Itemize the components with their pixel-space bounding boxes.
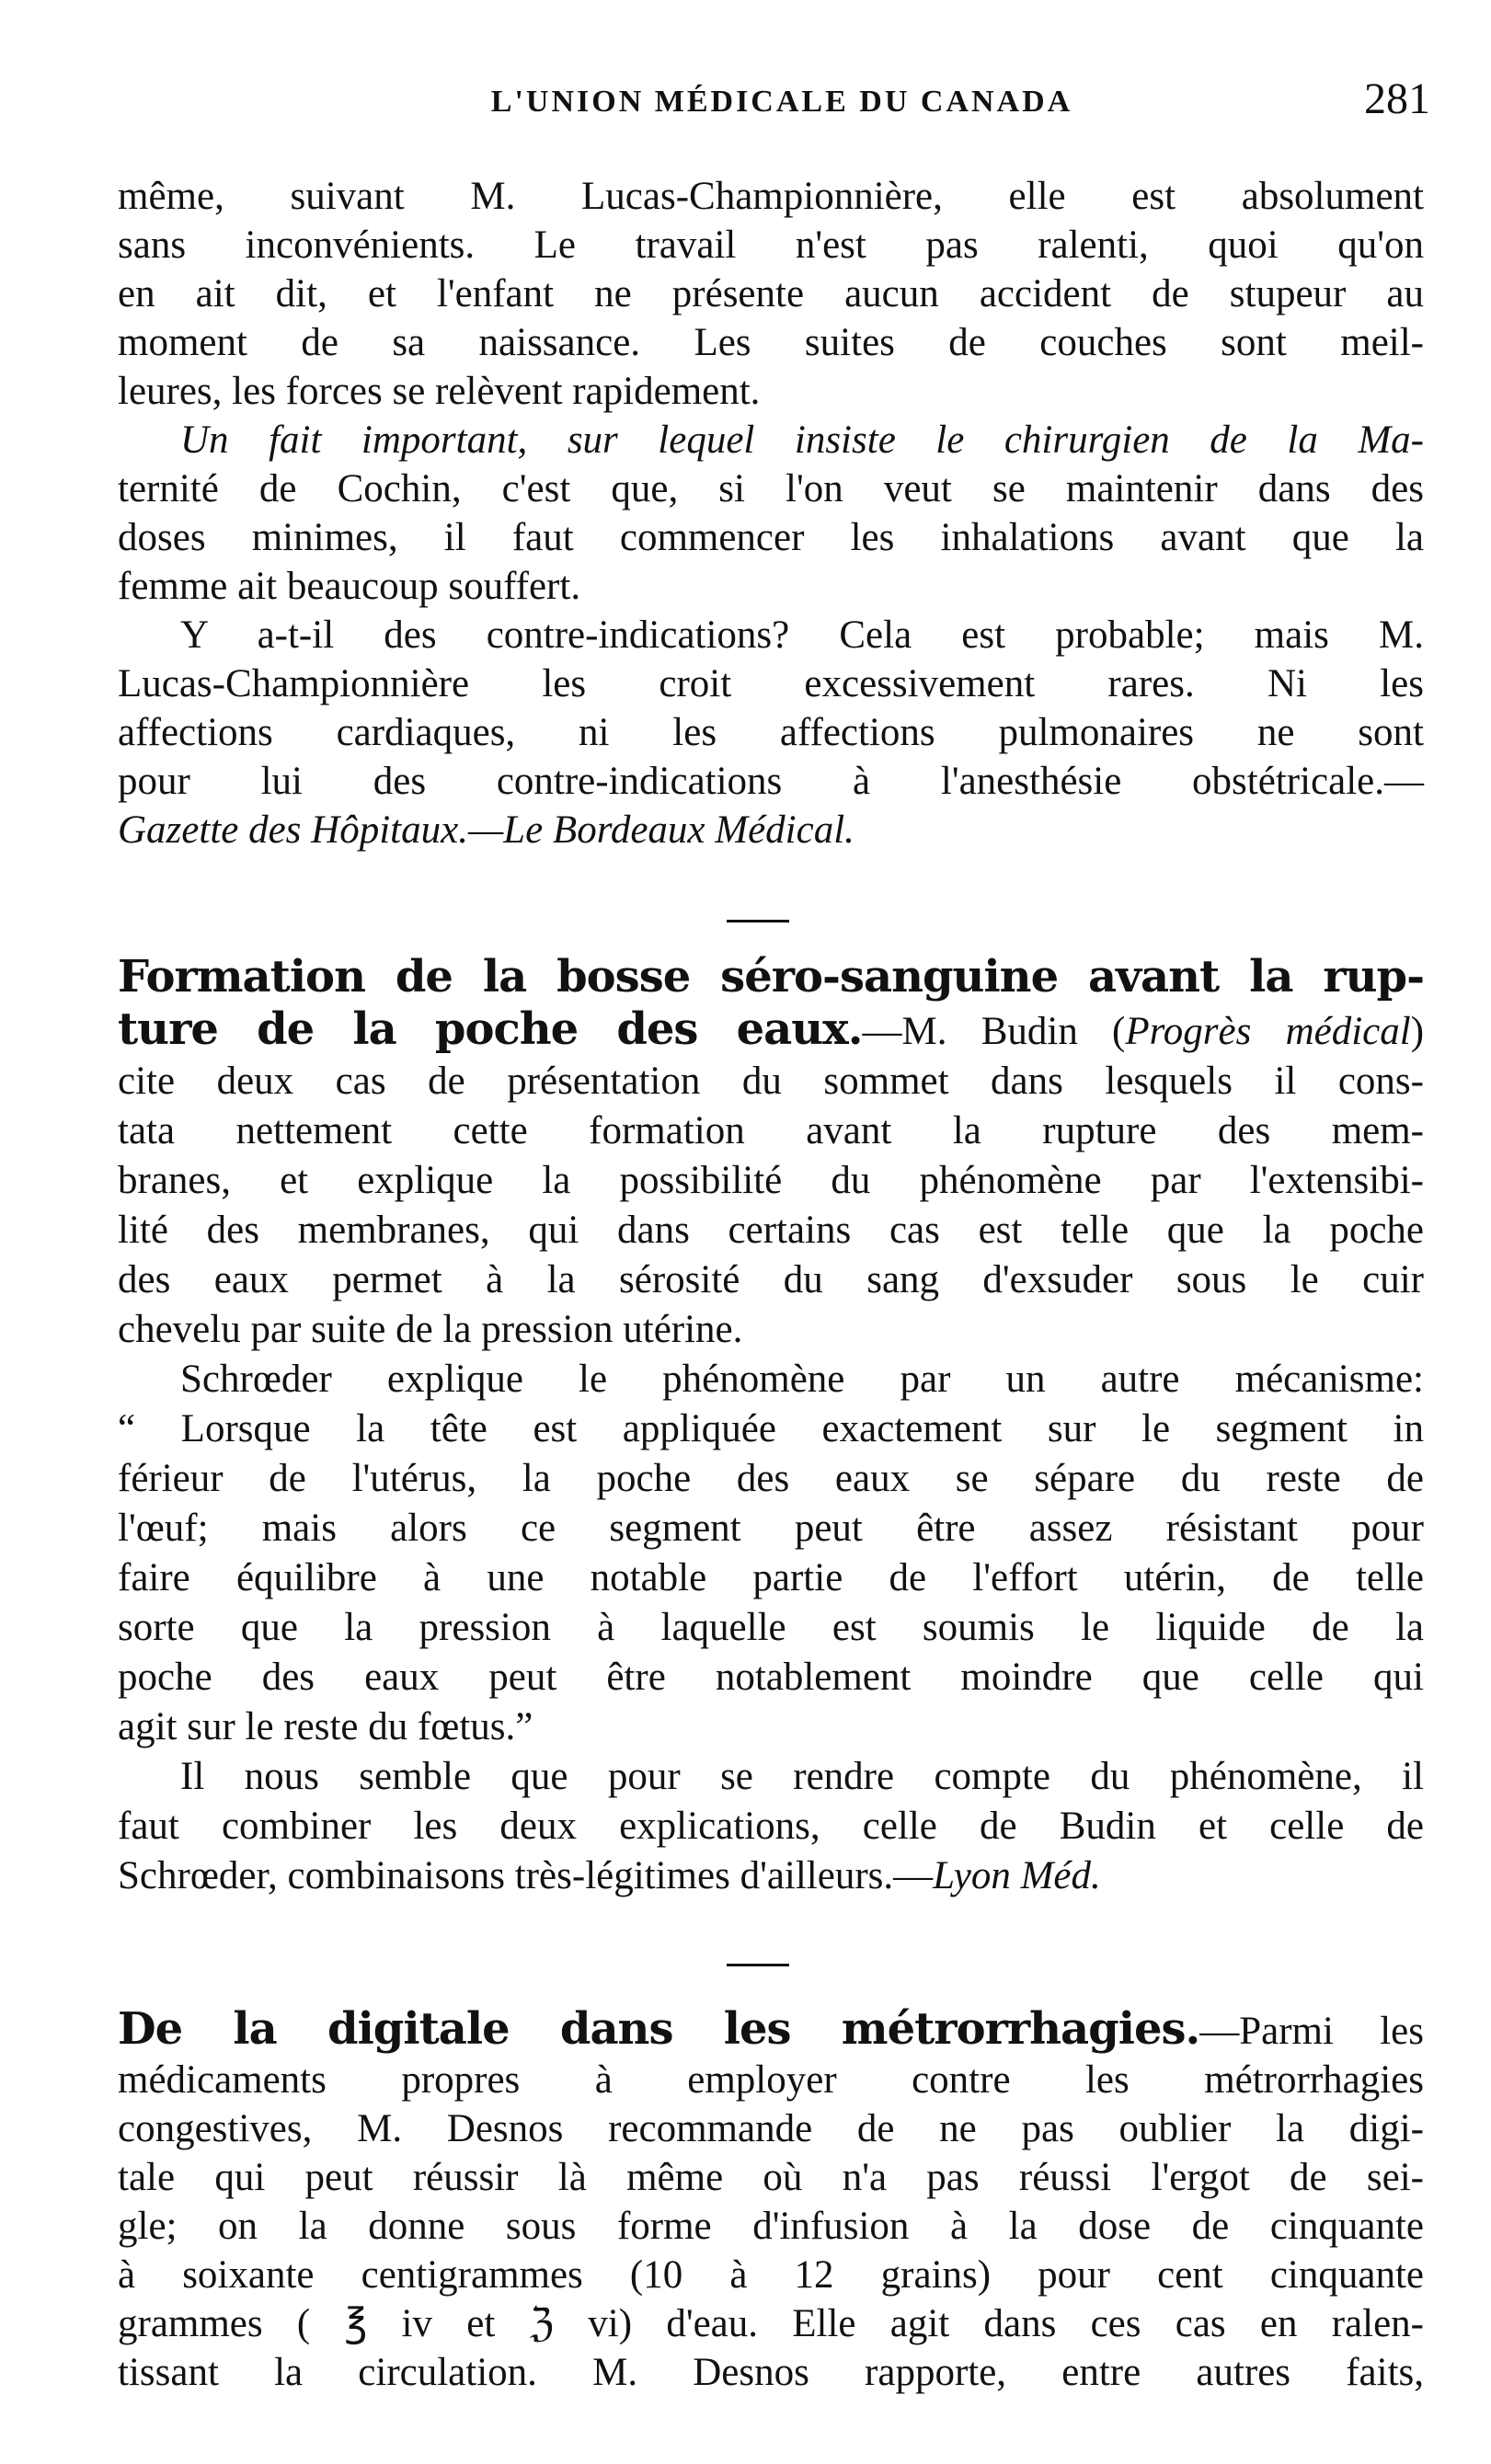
text-line: lité des membranes, qui dans certains cas est telle que la poche [118, 1209, 1424, 1252]
text-line: sorte que la pression à laquelle est soumis le liquide de la [118, 1606, 1424, 1649]
source-citation: Lyon Méd. [933, 1854, 1101, 1897]
text-line: Il nous semble que pour se rendre compte du phénomène, il [180, 1755, 1424, 1798]
page-number: 281 [1364, 74, 1430, 123]
section-divider [727, 920, 789, 923]
text-line: Un fait important, sur lequel insiste le chirurgien de la Ma- [180, 418, 1424, 462]
text-line: chevelu par suite de la pression utérine. [118, 1308, 743, 1351]
text-line: femme ait beaucoup souffert. [118, 565, 581, 608]
article-title: De la digitale dans les métrorrhagies. [118, 2003, 1200, 2055]
text-line: pour lui des contre-indications à l'anesthésie obstétricale.— [118, 760, 1424, 803]
article-title-part1: Formation de la bosse séro-sanguine avant la rup- [118, 951, 1424, 1003]
text-line: faut combiner les deux explications, celle de Budin et celle de [118, 1805, 1424, 1848]
final-sentence: Schrœder, combinaisons très-légitimes d'ailleurs.— [118, 1854, 934, 1897]
source-citation: Gazette des Hôpitaux.—Le Bordeaux Médical. [118, 808, 854, 852]
text-line: agit sur le reste du fœtus.” [118, 1705, 533, 1748]
running-title: L'UNION MÉDICALE DU CANADA [490, 85, 1073, 119]
text-line: branes, et explique la possibilité du phénomène par l'extensibi- [118, 1159, 1424, 1202]
article-title-line [118, 2005, 1424, 2056]
text-line: Y a-t-il des contre-indications? Cela est probable; mais M. [180, 613, 1424, 657]
text-line: tale qui peut réussir là même où n'a pas réussi l'ergot de sei- [118, 2156, 1424, 2199]
article-bosse-sero-sanguine [118, 952, 1424, 1901]
section-divider [727, 1964, 789, 1966]
title-continuation: —Parmi les [1199, 2010, 1425, 2053]
text-line: poche des eaux peut être notablement moindre que celle qui [118, 1656, 1424, 1699]
text-line: moment de sa naissance. Les suites de couches sont meil- [118, 321, 1424, 364]
text-line: Lucas-Championnière les croit excessivement rares. Ni les [118, 662, 1424, 705]
text-line: cite deux cas de présentation du sommet dans lesquels il cons- [118, 1060, 1424, 1103]
text-line: tissant la circulation. M. Desnos rapporte, entre autres faits, [118, 2351, 1424, 2394]
text-line: affections cardiaques, ni les affections pulmonaires ne sont [118, 711, 1424, 754]
text-line: l'œuf; mais alors ce segment peut être assez résistant pour [118, 1507, 1424, 1550]
text-line-final [118, 1851, 1424, 1901]
author-attribution: —M. Budin ( [862, 1010, 1126, 1053]
text-line: même, suivant M. Lucas-Championnière, elle est absolument [118, 175, 1424, 218]
text-line: gle; on la donne sous forme d'infusion à la dose de cinquante [118, 2205, 1424, 2248]
text-line: sans inconvénients. Le travail n'est pas ralenti, quoi qu'on [118, 223, 1424, 267]
article-title-part2: ture de la poche des eaux. [118, 1003, 863, 1055]
text-line: “ Lorsque la tête est appliquée exactement sur le segment in [118, 1407, 1424, 1450]
text-line: férieur de l'utérus, la poche des eaux se sépare du reste de [118, 1457, 1424, 1500]
text-line: médicaments propres à employer contre les métrorrhagies [118, 2058, 1424, 2102]
closing-paren: ) [1410, 1010, 1425, 1053]
article-digitale [118, 2005, 1424, 2397]
text-line: congestives, M. Desnos recommande de ne pas oublier la digi- [118, 2107, 1424, 2150]
article-continuation [118, 172, 1424, 854]
article-title-line2 [118, 1004, 1424, 1057]
text-line: Schrœder explique le phénomène par un autre mécanisme: [180, 1358, 1424, 1401]
text-line: faire équilibre à une notable partie de l'effort utérin, de telle [118, 1556, 1424, 1599]
text-line: doses minimes, il faut commencer les inhalations avant que la [118, 516, 1424, 559]
text-line: grammes ( ℥ iv et ℨ vi) d'eau. Elle agit dans ces cas en ralen- [118, 2302, 1424, 2345]
journal-source: Progrès médical [1125, 1010, 1411, 1053]
text-line: à soixante centigrammes (10 à 12 grains) pour cent cinquante [118, 2253, 1424, 2297]
text-line: leures, les forces se relèvent rapidement. [118, 370, 761, 413]
article-title [118, 952, 1424, 1004]
text-line: tata nettement cette formation avant la rupture des mem- [118, 1109, 1424, 1152]
text-line: des eaux permet à la sérosité du sang d'exsuder sous le cuir [118, 1258, 1424, 1301]
text-line: ternité de Cochin, c'est que, si l'on veut se maintenir dans des [118, 467, 1424, 510]
text-line: en ait dit, et l'enfant ne présente aucun accident de stupeur au [118, 272, 1424, 315]
